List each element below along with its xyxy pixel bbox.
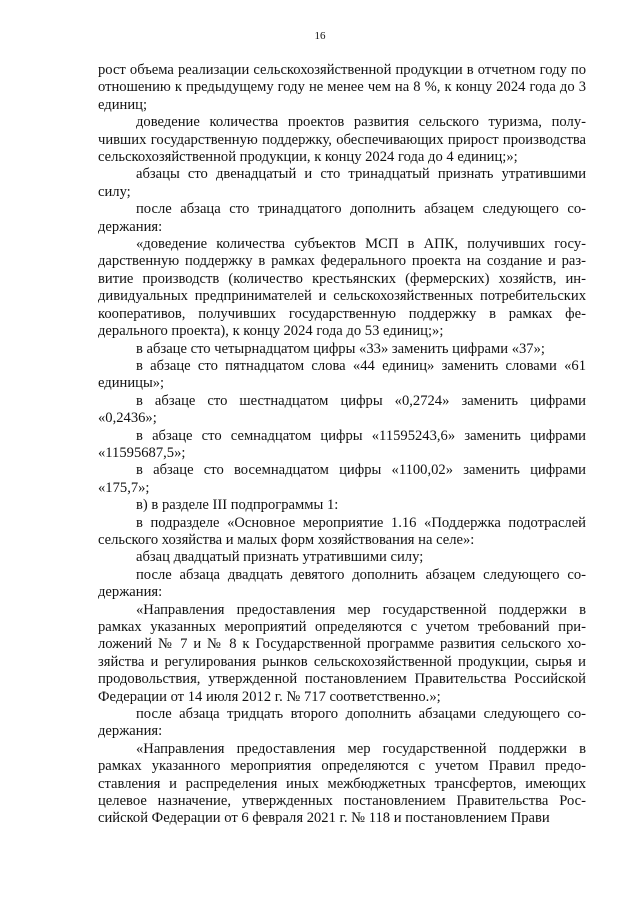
paragraph: «Направления предоставления мер государственной поддержки в рамках указанных мероприятий определяются с учетом требований приложений № 7 и № 8 к Государственной программе развития сельского хозяйства и регулирования рынков сельскохозяйственной продукции, сырья и продовольствия, утвержденной постановлением Правительства Российской Федерации от 14 июля 2012 г. № 717 соответственно.»; (98, 601, 586, 705)
paragraph: «доведение количества субъектов МСП в АПК, получивших государственную поддержку в рамках федерального проекта на создание и развитие производств (количество крестьянских (фермерских) хозяйств, индивидуальных предпринимателей и сельскохозяйственных потребительских кооперативов, получивших государственную поддержку в рамках федерального проекта), к концу 2024 года до 53 единиц;»; (98, 236, 586, 340)
paragraph: абзацы сто двенадцатый и сто тринадцатый признать утратившими силу; (98, 166, 586, 200)
paragraph: в абзаце сто восемнадцатом цифры «1100,02» заменить цифрами «175,7»; (98, 462, 586, 496)
document-body (98, 62, 586, 828)
paragraph: абзац двадцатый признать утратившими силу; (136, 549, 424, 566)
paragraph: в абзаце сто четырнадцатом цифры «33» заменить цифрами «37»; (136, 340, 545, 357)
paragraph: в подразделе «Основное мероприятие 1.16 «Поддержка подотраслей сельского хозяйства и малых форм хозяйствования на селе»: (98, 514, 586, 548)
paragraph: в) в разделе III подпрограммы 1: (136, 497, 339, 514)
page-number: 16 (314, 30, 326, 42)
paragraph: в абзаце сто шестнадцатом цифры «0,2724» заменить цифрами «0,2436»; (98, 392, 586, 427)
paragraph: после абзаца тридцать второго дополнить абзацами следующего содержания: (98, 706, 586, 740)
paragraph: рост объема реализации сельскохозяйственной продукции в отчетном году по отношению к предыдущему году не менее чем на 8 %, к концу 2024 года до 3 единиц; (98, 62, 586, 113)
paragraph: после абзаца сто тринадцатого дополнить абзацем следующего содержания: (98, 201, 586, 235)
paragraph: в абзаце сто пятнадцатом слова «44 единиц» заменить словами «61 единицы»; (98, 357, 586, 392)
paragraph: в абзаце сто семнадцатом цифры «11595243,6» заменить цифрами «11595687,5»; (98, 427, 586, 461)
paragraph: «Направления предоставления мер государственной поддержки в рамках указанного мероприятия определяются с учетом Правил предоставления и распределения иных межбюджетных трансфертов, имеющих целевое назначение, утвержденных постановлением Правительства Российской Федерации от 6 февраля 2021 г. № 118 и постановлением Прави (98, 740, 586, 827)
paragraph: доведение количества проектов развития сельского туризма, получивших государственную поддержку, обеспечивающих прирост производства сельскохозяйственной продукции, к концу 2024 года до 4 единиц;»; (98, 114, 586, 166)
paragraph: после абзаца двадцать девятого дополнить абзацем следующего содержания: (98, 566, 586, 601)
